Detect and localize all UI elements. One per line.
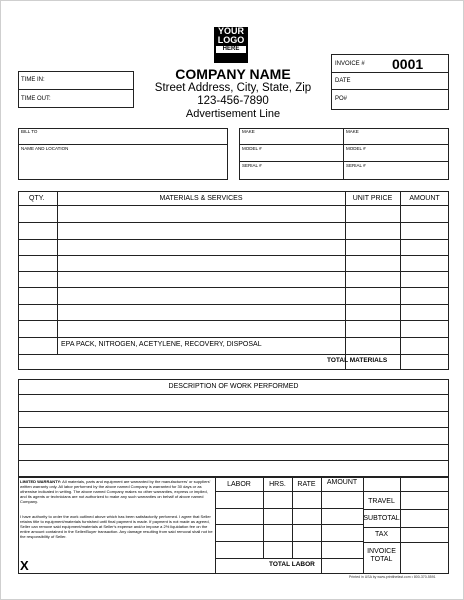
qty-header: QTY.	[29, 195, 45, 202]
model-field-2[interactable]: MODEL #	[346, 146, 366, 151]
signature-x-mark[interactable]: X	[20, 558, 29, 573]
invoice-number-label: INVOICE #	[335, 61, 365, 67]
equipment-box	[239, 128, 449, 180]
logo-text-3: HERE	[216, 46, 246, 53]
bill-to-box	[18, 128, 228, 180]
labor-amount-header: AMOUNT	[326, 479, 358, 486]
unit-price-header: UNIT PRICE	[352, 195, 393, 202]
logo-text-2: LOGO	[217, 35, 245, 45]
bill-to-field[interactable]: BILL TO	[21, 129, 38, 134]
total-labor-label: TOTAL LABOR	[269, 561, 315, 568]
rate-header: RATE	[297, 481, 316, 488]
po-field[interactable]: PO#	[335, 96, 348, 102]
time-out-field[interactable]: TIME OUT:	[21, 96, 51, 102]
logo-text-1: YOUR	[217, 26, 244, 36]
advertisement-line: Advertisement Line	[185, 108, 281, 120]
invoice-number: 0001	[392, 56, 424, 72]
company-name: COMPANY NAME	[175, 66, 291, 82]
travel-label: TRAVEL	[368, 498, 395, 505]
invoice-total-label: INVOICE TOTAL	[367, 548, 396, 563]
warranty-title: LIMITED WARRANTY:	[20, 479, 62, 484]
serial-field-2[interactable]: SERIAL #	[346, 163, 366, 168]
total-materials-label: TOTAL MATERIALS	[327, 357, 388, 364]
amount-header: AMOUNT	[409, 195, 440, 202]
date-field[interactable]: DATE	[335, 78, 351, 84]
authority-text: I have authority to order the work outlined above which has been satisfactorily performed. I agree that Seller retains title to equipment/materials furnished until final payment is made. If payment is not made as agreed, Seller can remove said equipment/materials at Seller's expense and/or impose a 2% liquidation fee on the entire amount contained in the Seller/Buyer transaction. Any damage resulting from said removal shall not be the responsibility of Seller.	[20, 514, 213, 539]
model-field-1[interactable]: MODEL #	[242, 146, 262, 151]
hrs-header: HRS.	[269, 481, 286, 488]
epa-line: EPA PACK, NITROGEN, ACETYLENE, RECOVERY, DISPOSAL	[61, 341, 262, 348]
serial-field-1[interactable]: SERIAL #	[242, 163, 262, 168]
warranty-body: All materials, parts and equipment are warranted by the manufacturers' or suppliers' written warranty only. All labor performed by the above named Company is warranted for 30 days or as otherwise indicated in writing. The above named Company makes no other warranties, express or implied, and its agents or technicians are not authorized to make any such warranties on behalf of above named Company.	[20, 479, 211, 504]
make-field-2[interactable]: MAKE	[346, 129, 359, 134]
materials-header: MATERIALS & SERVICES	[159, 195, 243, 202]
name-location-field[interactable]: NAME AND LOCATION	[21, 146, 69, 151]
work-description-title: DESCRIPTION OF WORK PERFORMED	[168, 383, 299, 390]
company-phone: 123-456-7890	[197, 95, 269, 107]
make-field-1[interactable]: MAKE	[242, 129, 255, 134]
tax-label: TAX	[374, 531, 389, 538]
warranty-text	[20, 479, 213, 504]
time-in-field[interactable]: TIME IN:	[21, 77, 45, 83]
subtotal-label: SUBTOTAL	[363, 515, 400, 522]
company-address: Street Address, City, State, Zip	[154, 82, 312, 94]
labor-header: LABOR	[227, 481, 251, 488]
company-logo	[214, 27, 248, 63]
footer-print-info: Printed in USA by www.printthefast.com • 800-370-5591	[349, 575, 436, 579]
